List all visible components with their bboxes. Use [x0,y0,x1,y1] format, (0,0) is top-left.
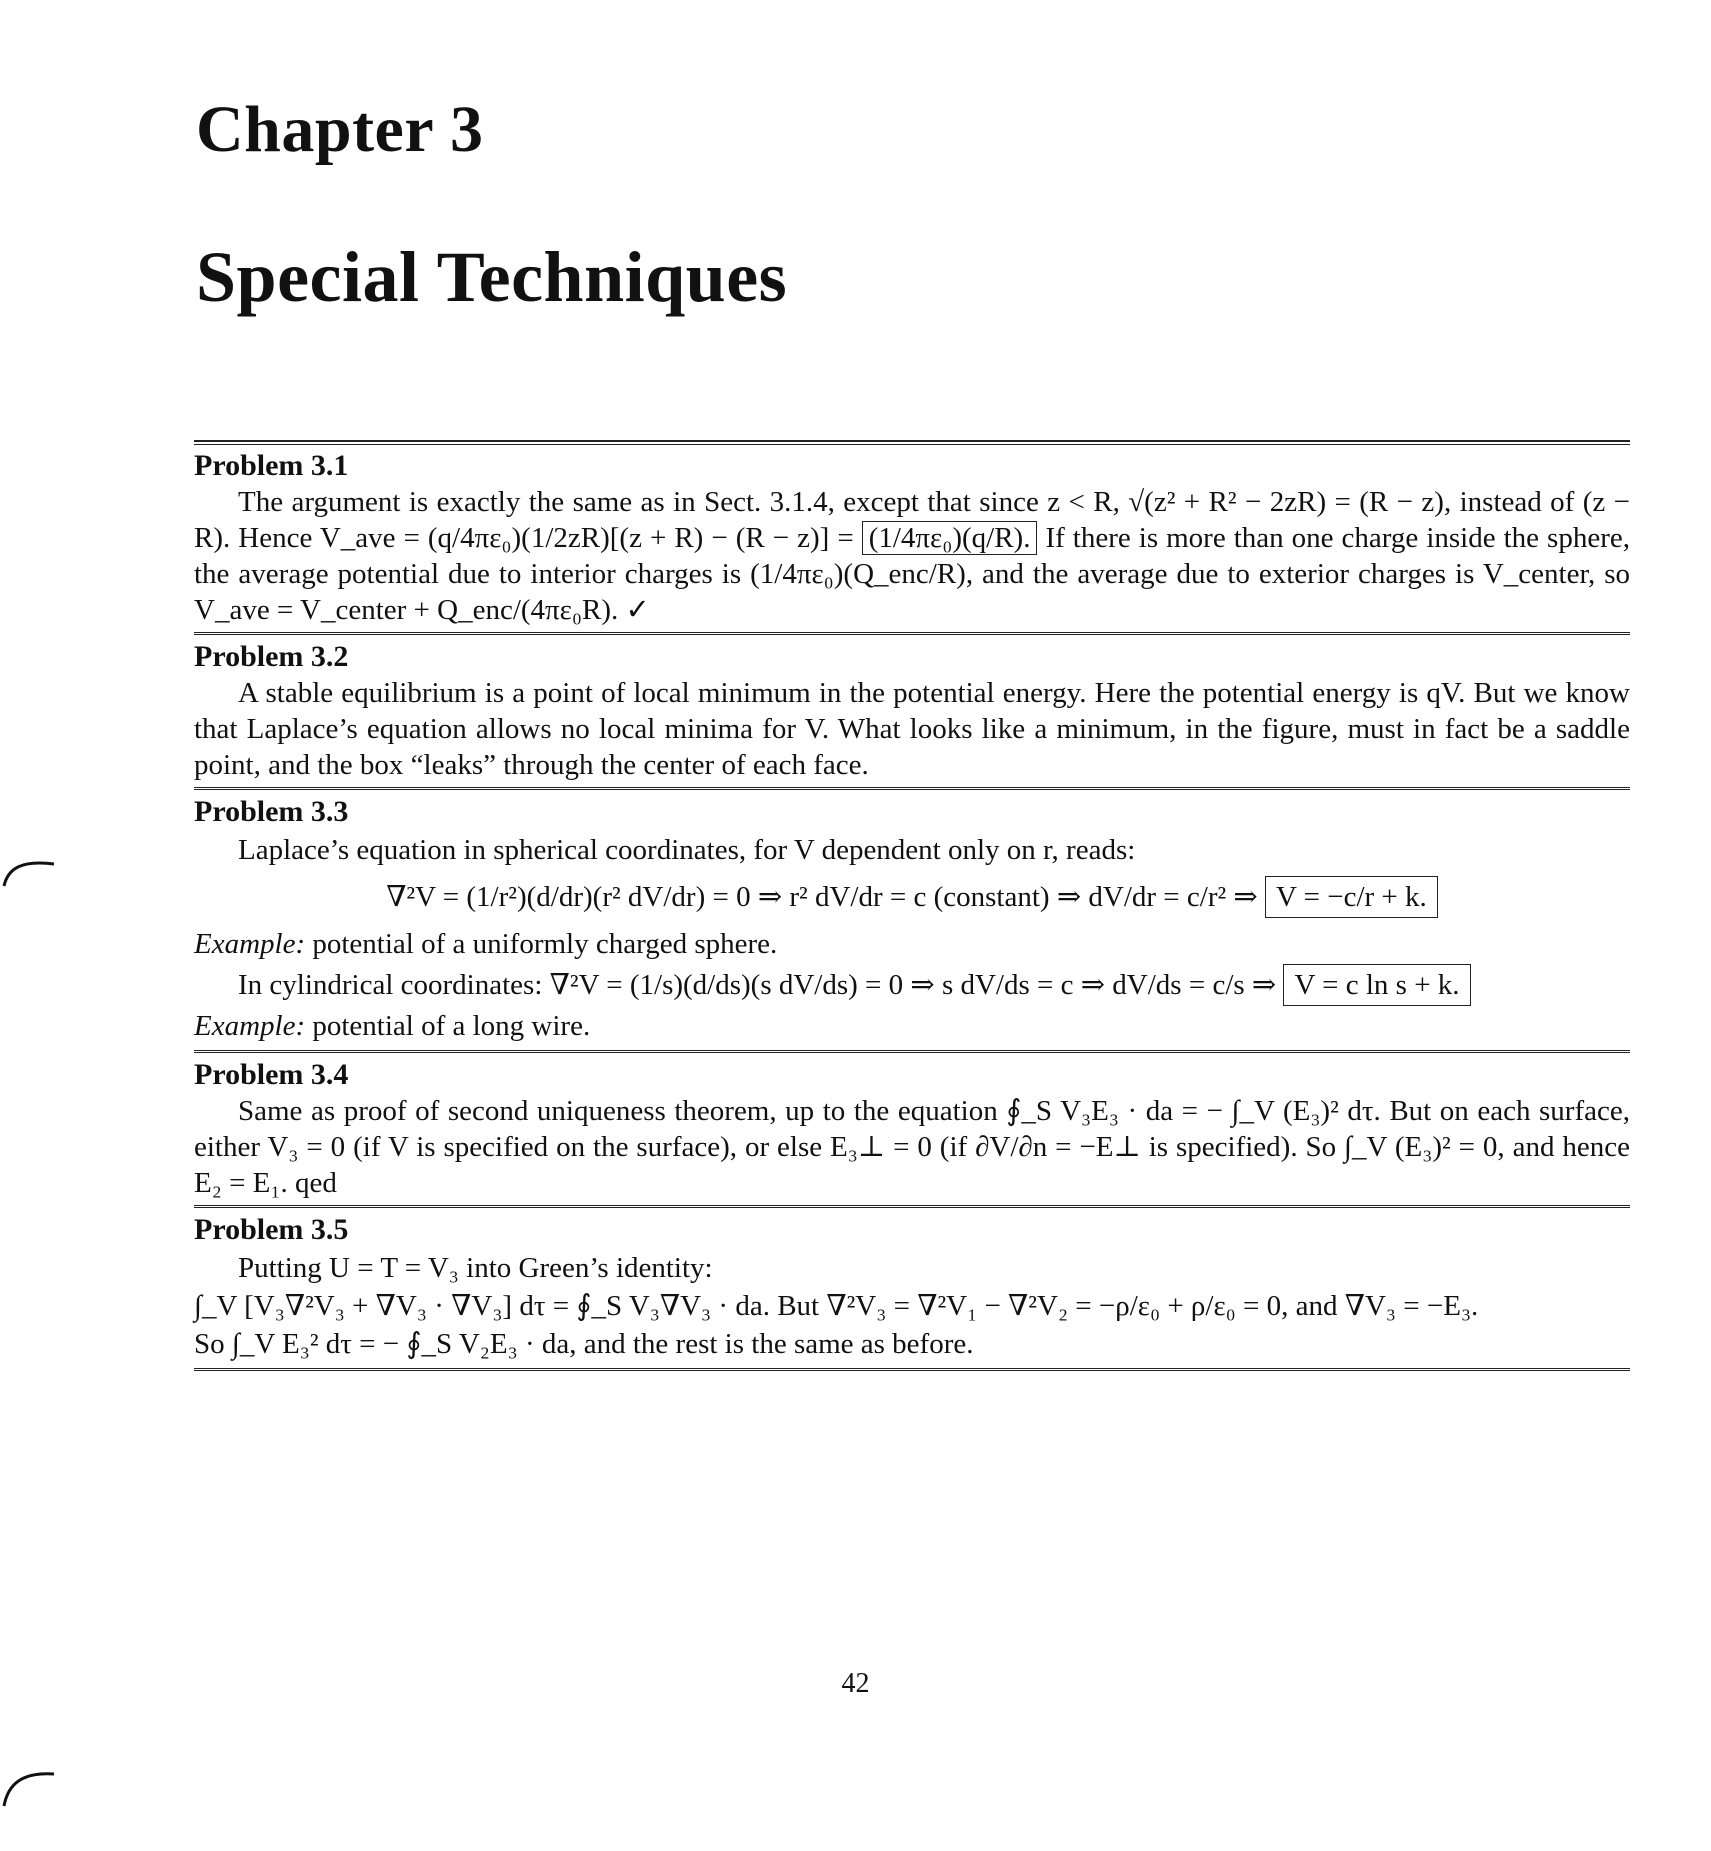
problem-title: Problem 3.1 [194,449,349,482]
problem-text [194,484,1630,628]
equation-text: In cylindrical coordinates: ∇²V = (1/s)(d/ds)(s dV/ds) = 0 ⇒ s dV/ds = c ⇒ dV/ds = c/s ⇒ [238,969,1284,1001]
problem-text: A stable equilibrium is a point of local minimum in the potential energy. Here the potential energy is qV. But we know that Laplace’s equation allows no local minima for V. What looks like a minimum, in the figure, must in fact be a saddle point, and the box “leaks” through the center of each face. [194,677,1630,781]
example-text: potential of a long wire. [305,1010,591,1042]
scan-mark-upper [0,850,60,890]
scan-mark-glyph [0,850,60,890]
example-line [194,1008,1630,1044]
problem-text-part: The argument is exactly the same as in Sect. 3.1.4, except that since z < R, √(z² + R² − 2zR) = (R − z), [238,486,1452,518]
boxed-result: (1/4πε₀)(q/R). [862,521,1038,555]
example-text: potential of a uniformly charged sphere. [305,928,778,960]
problem-3-5 [194,1212,1630,1371]
scan-mark-glyph [0,1760,60,1810]
chapter-title: Special Techniques [196,237,788,317]
problem-text-part: instead of (z − R). Hence V_ave = (q/4πε₀)(1/2zR)[(z + R) − (R − z)] = [194,486,1631,554]
scan-mark-lower [0,1760,60,1810]
problem-intro: Putting U = T = V₃ into Green’s identity: [238,1252,713,1284]
equation-text: ∇²V = (1/r²)(d/dr)(r² dV/dr) = 0 ⇒ r² dV/dr = c (constant) ⇒ dV/dr = c/r² ⇒ [386,881,1265,913]
chapter-label: Chapter 3 [196,93,484,166]
problem-text-part: If there is more than one charge inside the sphere, the average potential due to interior charges is (1/4πε₀)(Q_enc/R), and the average due to exterior charges is V_center, so V_ave = V_center + Q_enc/(4πε₀R). ✓ [194,522,1630,626]
problem-3-4 [194,1057,1630,1208]
problem-title: Problem 3.2 [194,640,349,673]
problem-3-3 [194,794,1630,1053]
boxed-result: V = c ln s + k. [1283,964,1470,1006]
problem-title: Problem 3.4 [194,1058,349,1091]
problems-content [194,448,1630,1375]
example-label: Example: [194,1010,306,1042]
equation-line: So ∫_V E₃² dτ = − ∮_S V₂E₃ · da, and the rest is the same as before. [194,1328,974,1360]
example-label: Example: [194,928,306,960]
problem-intro: Laplace’s equation in spherical coordinates, for V dependent only on r, reads: [238,834,1136,866]
equation-spherical [194,876,1630,918]
problem-3-1 [194,448,1630,635]
top-rule [194,440,1630,445]
boxed-result: V = −c/r + k. [1265,876,1438,918]
problem-title: Problem 3.5 [194,1213,349,1246]
page-number: 42 [841,1668,870,1699]
equation-cylindrical [194,964,1630,1006]
problem-title: Problem 3.3 [194,795,349,828]
example-line [194,926,1630,962]
equation-line: ∫_V [V₃∇²V₃ + ∇V₃ · ∇V₃] dτ = ∮_S V₃∇V₃ · da. But ∇²V₃ = ∇²V₁ − ∇²V₂ = −ρ/ε₀ + ρ/ε₀ = 0, and ∇V₃ = −E₃. [194,1290,1479,1322]
problem-text: Same as proof of second uniqueness theorem, up to the equation ∮_S V₃E₃ · da = − ∫_V (E₃)² dτ. But on each surface, either V₃ = 0 (if V is specified on the surface), or else E₃⊥ = 0 (if ∂V/∂n = −E⊥ is specified). So ∫_V (E₃)² = 0, and hence E₂ = E₁. qed [194,1095,1630,1199]
problem-3-2 [194,639,1630,790]
